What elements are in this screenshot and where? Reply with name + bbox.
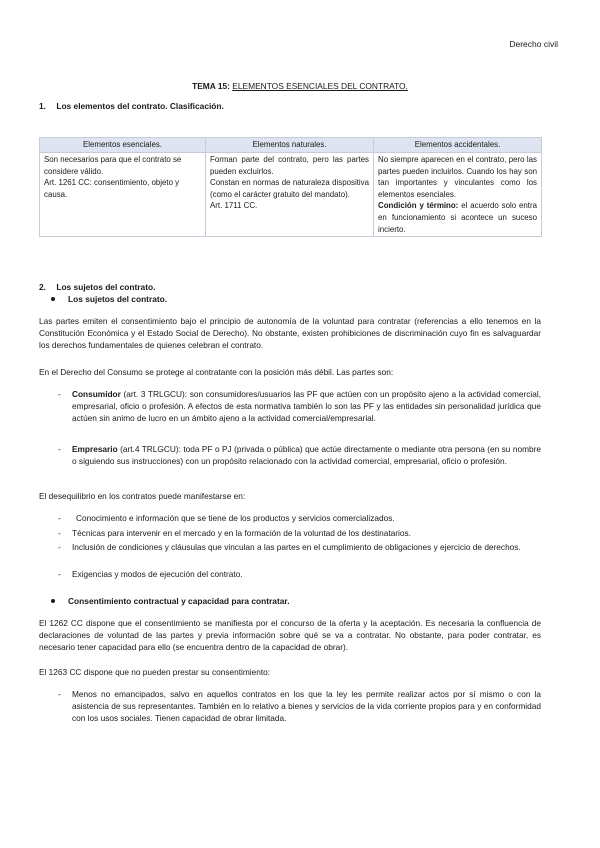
table-cell-essential — [40, 153, 206, 237]
dash-marker: - — [58, 528, 61, 538]
natural-text1: Forman parte del contrato, pero las partes pueden excluirlos. — [210, 155, 369, 176]
section2-bullet: Los sujetos del contrato. — [68, 294, 168, 304]
minors-text: Menos no emancipados, salvo en aquellos contratos en los que la ley les permite realizar actos por sí mismo o con la asistencia de sus representantes. También en lo relativo a bienes y servicios de la vida corriente propios para y en conformidad con los usos sociales. Tienen capacidad de obrar limitada. — [72, 689, 541, 724]
table-header: Elementos esenciales. — [40, 138, 206, 153]
imbalance-text: Conocimiento e información que se tiene de los productos y servicios comercializados. — [76, 513, 395, 523]
table-header-row — [40, 138, 542, 153]
dash-marker: - — [58, 689, 61, 699]
businessman-label: Empresario — [72, 444, 118, 454]
paragraph-consumer-law: En el Derecho del Consumo se protege al contratante con la posición más débil. Las partes son: — [39, 367, 394, 377]
section1-number: 1. — [39, 101, 46, 111]
natural-text2: Constan en normas de naturaleza dispositiva (como el carácter gratuito del mandato). — [210, 178, 369, 199]
topic-title — [0, 80, 600, 92]
dash-marker: - — [58, 542, 61, 552]
consumer-definition: (art. 3 TRLGCU): son consumidores/usuarios las PF que actúen con un propósito ajeno a la actividad comercial, empresarial, oficio o profesión. A efectos de esta normativa también lo son las PF y las entidades sin personalidad jurídica que actúen sin animo de lucro en un ámbito ajeno a la actividad comercial/empresarial. — [72, 389, 541, 424]
paragraph-1262: El 1262 CC dispone que el consentimiento se manifiesta por el concurso de la oferta y la aceptación. Es necesaria la confluencia de declaraciones de voluntad de las partes y previa información sobre qué se va a contratar. No obstante, para poder contratar, es necesario tener capacidad para ello (se encuentra dentro de la capacidad de obrar). — [39, 618, 541, 653]
dash-marker: - — [58, 389, 61, 399]
businessman-definition: (art.4 TRLGCU): toda PF o PJ (privada o pública) que actúe directamente o mediante otra persona (en su nombre o siguiendo sus instrucciones) con un propósito relacionado con la actividad comercial, empresarial, oficio o profesión. — [72, 444, 541, 467]
imbalance-text: Inclusión de condiciones y cláusulas que vinculan a las partes en el cumplimiento de obligaciones y ejercicio de derechos. — [72, 542, 521, 552]
consumer-text — [72, 388, 541, 425]
natural-art: Art. 1711 CC. — [210, 201, 258, 211]
section2-heading — [39, 281, 155, 293]
paragraph-imbalance: El desequilibrio en los contratos puede manifestarse en: — [39, 491, 246, 501]
topic-name: ELEMENTOS ESENCIALES DEL CONTRATO. — [232, 81, 408, 91]
essential-text: Son necesarios para que el contrato se considere válido. — [44, 155, 182, 176]
dash-marker: - — [58, 444, 61, 454]
table-cell-natural — [206, 153, 374, 237]
table-header: Elementos accidentales. — [374, 138, 542, 153]
accidental-text2: el acuerdo solo entra en funcionamiento si acontece un suceso incierto. — [378, 201, 537, 234]
paragraph-1263: El 1263 CC dispone que no pueden prestar su consentimiento: — [39, 667, 271, 677]
essential-art: Art. 1261 CC: consentimiento, objeto y causa. — [44, 178, 180, 199]
imbalance-text: Exigencias y modos de ejecución del contrato. — [72, 569, 243, 579]
consent-heading: Consentimiento contractual y capacidad para contratar. — [68, 596, 290, 606]
table-header: Elementos naturales. — [206, 138, 374, 153]
section2-title: Los sujetos del contrato. — [56, 282, 156, 292]
section1-heading — [39, 100, 224, 112]
paragraph-autonomy: Las partes emiten el consentimiento bajo el principio de autonomía de la voluntad para contratar (referencias a ello tenemos en la Constitución Económica y el Estado Social de Derecho). No obstante, existen prohibiciones de discriminación cuyo fin es salvaguardar los derechos fundamentales de quienes celebran el contrato. — [39, 316, 541, 351]
bullet-icon — [51, 297, 55, 301]
imbalance-text: Técnicas para intervenir en el mercado y en la formación de la voluntad de los destinatarios. — [72, 528, 411, 538]
topic-prefix: TEMA 15: — [192, 81, 230, 91]
bullet-icon — [51, 599, 55, 603]
accidental-text1: No siempre aparecen en el contrato, pero las partes pueden incluirlos. Cuando los hay son tan importantes y vinculantes como los elementos esenciales. — [378, 155, 537, 199]
section1-title: Los elementos del contrato. Clasificación. — [56, 101, 224, 111]
accidental-bold: Condición y término: — [378, 201, 459, 211]
section2-number: 2. — [39, 282, 46, 292]
header-subject: Derecho civil — [509, 39, 558, 49]
dash-marker: - — [58, 513, 61, 523]
businessman-text — [72, 443, 541, 467]
consumer-label: Consumidor — [72, 389, 121, 399]
elements-table — [39, 137, 542, 237]
table-cell-accidental — [374, 153, 542, 237]
table-row — [40, 153, 542, 237]
dash-marker: - — [58, 569, 61, 579]
accidental-condition — [378, 200, 537, 235]
